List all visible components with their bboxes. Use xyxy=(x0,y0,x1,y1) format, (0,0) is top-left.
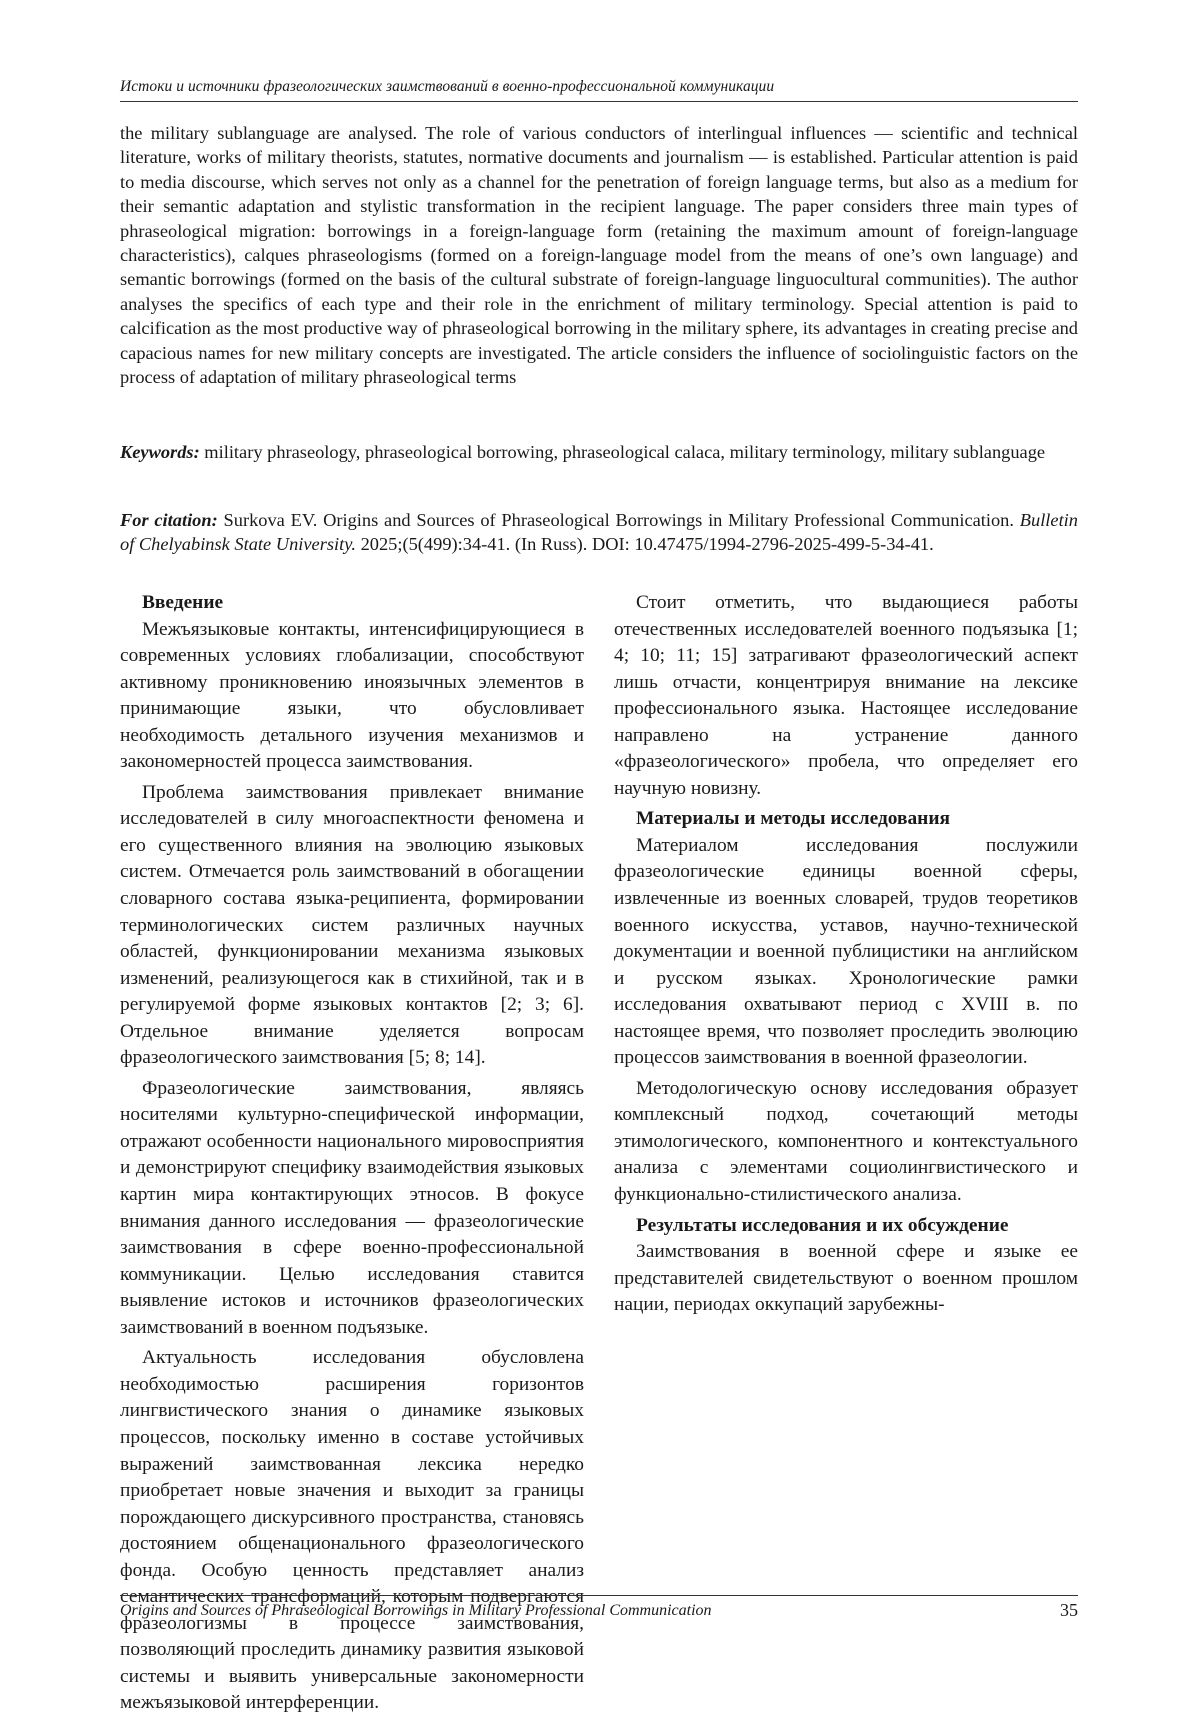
paragraph: Заимствования в военной сфере и языке ее представителей свидетельствуют о военном прошлом нации, периодах оккупаций зарубежны- xyxy=(614,1241,1078,1316)
paragraph: Проблема заимствования привлекает внимание исследователей в силу многоаспектности феномена и его существенного влияния на эволюцию языковых систем. Отмечается роль заимствований в обогащении словарного состава языка-реципиента, формировании терминологических систем различных научных областей, функционировании механизма языковых изменений, реализующегося как в стихийной, так и в регулируемой форме языковых контактов [2; 3; 6]. Отдельное внимание уделяется вопросам фразеологического заимствования [5; 8; 14]. xyxy=(120,781,584,1069)
section-heading-methods: Материалы и методы исследования xyxy=(636,808,950,830)
footer-divider xyxy=(120,1595,1078,1596)
abstract-text: the military sublanguage are analysed. The role of various conductors of interlingual influences — scientific and technical literature, works of military theorists, statutes, normative documents and journalism — is established. Particular attention is paid to media discourse, which serves not only as a channel for the penetration of foreign language terms, but also as a medium for their semantic adaptation and stylistic transformation in the recipient language. The paper considers three main types of phraseological migration: borrowings in a foreign-language form (retaining the maximum amount of foreign-language characteristics), calques phraseologisms (formed on a foreign-language model from the means of one’s own language) and semantic borrowings (formed on the basis of the cultural substrate of foreign-language linguocultural communities). The author analyses the specifics of each type and their role in the enrichment of military terminology. Special attention is paid to calcification as the most productive way of phraseological borrowing in the military sphere, its advantages in creating precise and capacious names for new military concepts are investigated. The article considers the influence of sociolinguistic factors on the process of adaptation of military phraseological terms xyxy=(120,123,1078,388)
citation xyxy=(120,508,1078,557)
keywords xyxy=(120,440,1078,464)
section-heading-results: Результаты исследования и их обсуждение xyxy=(636,1214,1009,1236)
paragraph: Межъязыковые контакты, интенсифицирующиеся в современных условиях глобализации, способствуют активному проникновению иноязычных элементов в принимающие языки, что обусловливает необходимость детального изучения механизмов и закономерностей процесса заимствования. xyxy=(120,618,584,773)
paragraph: Стоит отметить, что выдающиеся работы отечественных исследователей военного подъязыка [1; 4; 10; 11; 15] затрагивают фразеологический аспект лишь отчасти, концентрируя внимание на лексике профессионального языка. Настоящее исследование направлено на устранение данного «фразеологического» пробела, что определяет его научную новизну. xyxy=(614,592,1078,799)
citation-journal: Bulletin of Chelyabinsk State University. xyxy=(120,510,1078,555)
paragraph: Фразеологические заимствования, являясь носителями культурно-специфической информации, отражают особенности национального мировосприятия и демонстрируют специфику взаимодействия языковых картин мира контактирующих этносов. В фокусе внимания данного исследования — фразеологические заимствования в сфере военно-профессиональной коммуникации. Целью исследования ставится выявление истоков и источников фразеологических заимствований в военном подъязыке. xyxy=(120,1077,584,1338)
paragraph: Материалом исследования послужили фразеологические единицы военной сферы, извлеченные из военных словарей, трудов теоретиков военного искусства, уставов, научно-технической документации и военной публицистики на английском и русском языках. Хронологические рамки исследования охватывают период с XVIII в. по настоящее время, что позволяет проследить эволюцию процессов заимствования в военной фразеологии. xyxy=(614,834,1078,1069)
citation-text: Surkova EV. Origins and Sources of Phraseological Borrowings in Military Professional Communication. xyxy=(223,510,1014,530)
running-footer: Origins and Sources of Phraseological Borrowings in Military Professional Communication xyxy=(120,1602,712,1619)
running-header: Истоки и источники фразеологических заимствований в военно-профессиональной коммуникации xyxy=(120,78,775,95)
citation-label: For citation: xyxy=(120,510,218,530)
section-heading-introduction: Введение xyxy=(142,592,224,613)
header-divider xyxy=(120,101,1078,102)
keywords-label: Keywords: xyxy=(120,442,200,462)
right-column xyxy=(614,590,1078,1323)
paragraph: Методологическую основу исследования образует комплексный подход, сочетающий методы этимологического, компонентного и контекстуального анализа с элементами социолингвистического и функционально-стилистического анализа. xyxy=(614,1077,1078,1206)
keywords-text: military phraseology, phraseological borrowing, phraseological calaca, military terminology, military sublanguage xyxy=(204,442,1046,462)
page-number: 35 xyxy=(1060,1600,1078,1620)
left-column xyxy=(120,590,584,1721)
citation-details: 2025;(5(499):34-41. (In Russ). DOI: 10.47475/1994-2796-2025-499-5-34-41. xyxy=(360,534,934,555)
paragraph: Актуальность исследования обусловлена необходимостью расширения горизонтов лингвистического знания о динамике языковых процессов, поскольку именно в составе устойчивых выражений заимствованная лексика нередко приобретает новые значения и выходит за границы порождающего дискурсивного пространства, становясь достоянием общенационального фразеологического фонда. Особую ценность представляет анализ семантических трансформаций, которым подвергаются фразеологизмы в процессе заимствования, позволяющий проследить динамику развития языковой системы и выявить универсальные закономерности межъязыковой интерференции. xyxy=(120,1347,584,1714)
